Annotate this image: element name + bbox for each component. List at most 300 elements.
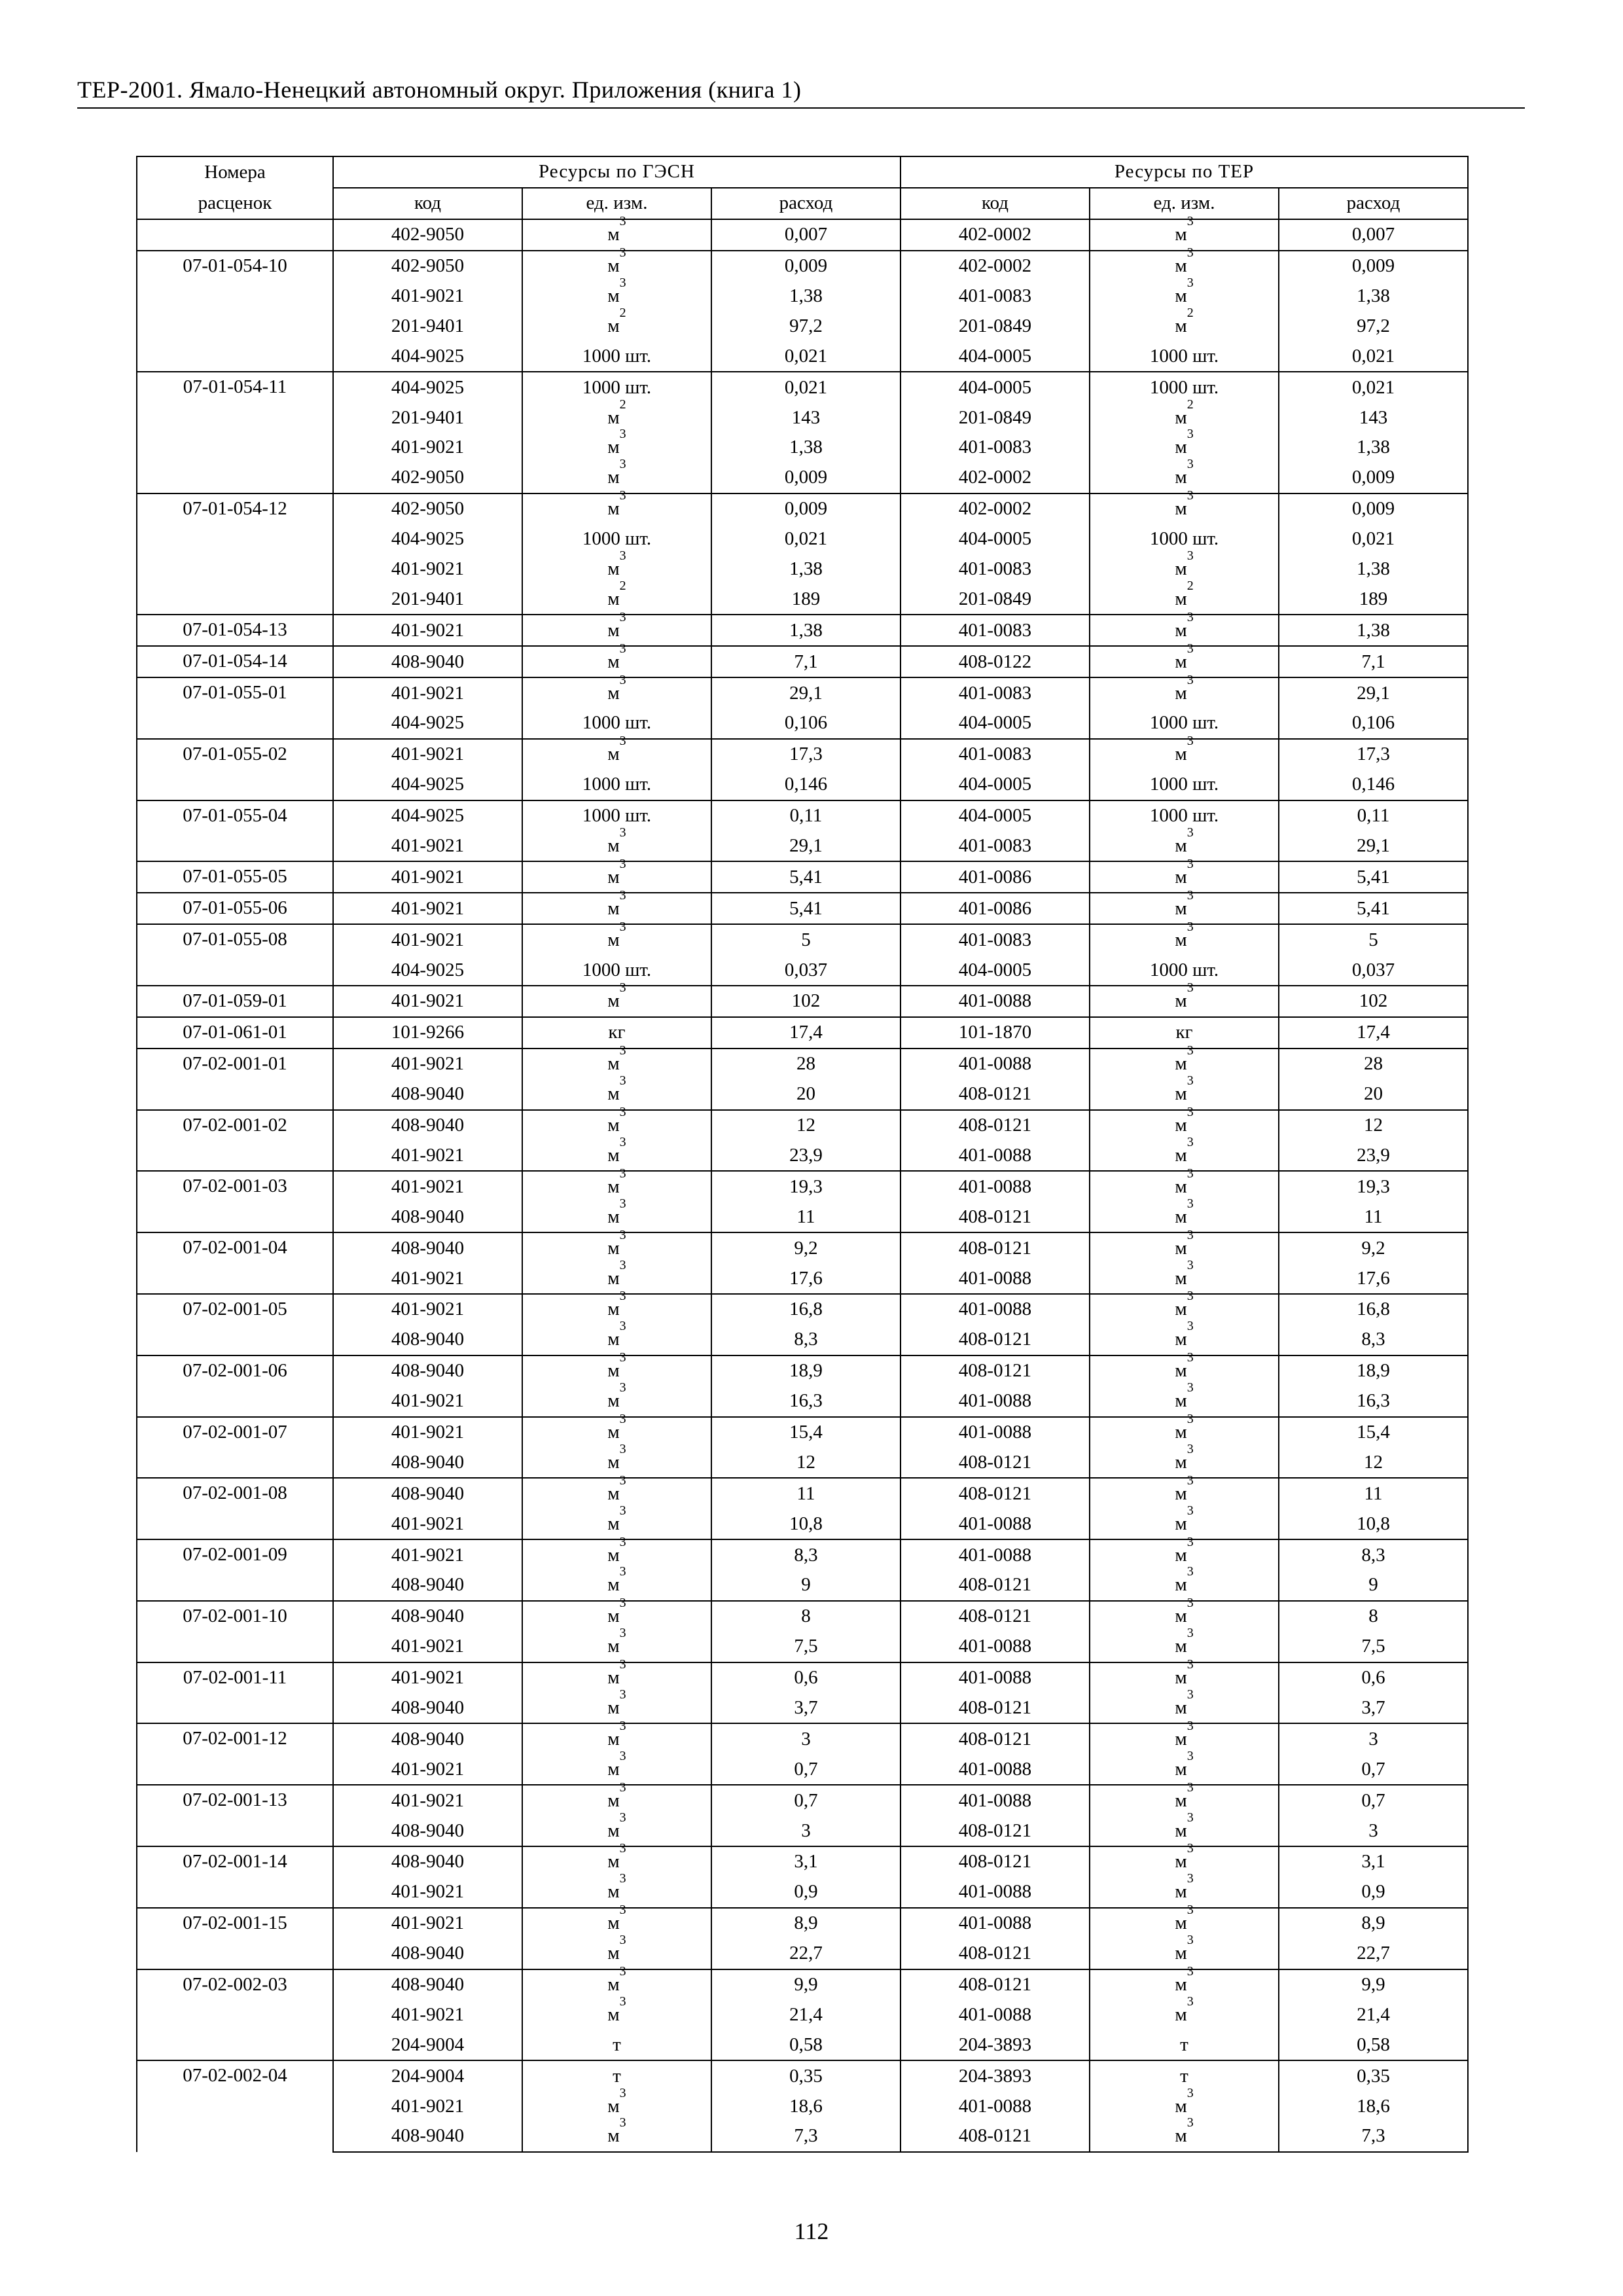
ter-code-cell: 401-0083 [901, 831, 1090, 862]
ter-code-cell: 408-0121 [901, 1232, 1090, 1263]
gesn-unit-header: ед. изм. [522, 188, 711, 219]
gesn-unit-cell: $м^3$ [522, 1877, 711, 1908]
table-row [137, 433, 1468, 463]
ter-code-cell: 401-0088 [901, 1417, 1090, 1448]
ter-unit-cell: $м^3$ [1090, 251, 1279, 281]
gesn-code-cell: 401-9021 [333, 1049, 522, 1079]
gesn-qty-cell: 1,38 [711, 433, 901, 463]
rate-number-cell: 07-01-055-08 [137, 924, 333, 986]
ter-code-cell: 408-0121 [901, 1202, 1090, 1232]
gesn-code-cell: 401-9021 [333, 281, 522, 312]
gesn-unit-cell: кг [522, 1017, 711, 1049]
ter-qty-cell: 10,8 [1279, 1509, 1468, 1539]
gesn-qty-cell: 7,1 [711, 646, 901, 677]
gesn-unit-cell: $м^3$ [522, 1447, 711, 1478]
ter-code-cell: 408-0121 [901, 2121, 1090, 2152]
ter-unit-cell: $м^3$ [1090, 1785, 1279, 1816]
gesn-unit-cell: $м^2$ [522, 311, 711, 341]
ter-qty-cell: 11 [1279, 1478, 1468, 1509]
ter-code-cell: 401-0086 [901, 861, 1090, 893]
gesn-qty-cell: 0,9 [711, 1877, 901, 1908]
rate-number-cell: 07-01-059-01 [137, 986, 333, 1017]
ter-qty-cell: 1,38 [1279, 554, 1468, 584]
rate-number-cell: 07-02-001-02 [137, 1110, 333, 1172]
rate-number-cell: 07-01-055-02 [137, 739, 333, 800]
gesn-code-cell: 402-9050 [333, 251, 522, 281]
gesn-unit-cell: 1000 шт. [522, 770, 711, 800]
gesn-code-cell: 401-9021 [333, 554, 522, 584]
table-row [137, 986, 1468, 1017]
gesn-qty-cell: 0,009 [711, 251, 901, 281]
page-header [77, 76, 1525, 109]
gesn-unit-cell: $м^3$ [522, 1969, 711, 2000]
ter-unit-cell: $м^3$ [1090, 1294, 1279, 1325]
ter-unit-cell: $м^3$ [1090, 1079, 1279, 1110]
ter-unit-cell: $м^3$ [1090, 2091, 1279, 2121]
gesn-unit-cell: $м^3$ [522, 646, 711, 677]
ter-code-cell: 401-0083 [901, 281, 1090, 312]
ter-qty-cell: 3 [1279, 1723, 1468, 1754]
ter-code-cell: 404-0005 [901, 800, 1090, 831]
table-row [137, 831, 1468, 862]
ter-code-cell: 401-0088 [901, 1785, 1090, 1816]
ter-unit-cell: $м^3$ [1090, 1478, 1279, 1509]
ter-unit-cell: $м^3$ [1090, 1263, 1279, 1294]
ter-unit-cell: $м^3$ [1090, 433, 1279, 463]
ter-unit-cell: $м^3$ [1090, 831, 1279, 862]
ter-qty-cell: 1,38 [1279, 433, 1468, 463]
gesn-code-cell: 408-9040 [333, 2121, 522, 2152]
gesn-qty-cell: 12 [711, 1447, 901, 1478]
ter-qty-cell: 0,009 [1279, 251, 1468, 281]
table-row [137, 1693, 1468, 1724]
gesn-qty-cell: 8 [711, 1601, 901, 1632]
gesn-code-cell: 401-9021 [333, 2091, 522, 2121]
gesn-qty-cell: 0,7 [711, 1754, 901, 1785]
gesn-code-cell: 401-9021 [333, 1263, 522, 1294]
ter-qty-cell: 12 [1279, 1447, 1468, 1478]
table-row [137, 2121, 1468, 2152]
ter-code-cell: 401-0083 [901, 433, 1090, 463]
gesn-qty-cell: 8,3 [711, 1539, 901, 1570]
ter-qty-cell: 17,3 [1279, 739, 1468, 770]
gesn-qty-cell: 3,7 [711, 1693, 901, 1724]
gesn-unit-cell: $м^3$ [522, 219, 711, 251]
ter-code-cell: 201-0849 [901, 584, 1090, 615]
gesn-qty-cell: 12 [711, 1110, 901, 1141]
gesn-unit-cell: $м^3$ [522, 1263, 711, 1294]
ter-qty-cell: 9,9 [1279, 1969, 1468, 2000]
gesn-unit-cell: $м^3$ [522, 1478, 711, 1509]
gesn-code-cell: 408-9040 [333, 1202, 522, 1232]
gesn-code-cell: 204-9004 [333, 2060, 522, 2091]
gesn-code-cell: 408-9040 [333, 1816, 522, 1846]
ter-code-cell: 404-0005 [901, 770, 1090, 800]
gesn-qty-cell: 15,4 [711, 1417, 901, 1448]
table-row [137, 1386, 1468, 1417]
gesn-unit-cell: 1000 шт. [522, 372, 711, 403]
ter-code-cell: 402-0002 [901, 219, 1090, 251]
gesn-unit-cell: 1000 шт. [522, 524, 711, 554]
gesn-qty-cell: 8,9 [711, 1908, 901, 1939]
ter-code-cell: 408-0121 [901, 1969, 1090, 2000]
ter-qty-cell: 3 [1279, 1816, 1468, 1846]
ter-unit-cell: $м^3$ [1090, 986, 1279, 1017]
gesn-code-cell: 404-9025 [333, 708, 522, 739]
ter-qty-cell: 8,9 [1279, 1908, 1468, 1939]
ter-resources-header: Ресурсы по ТЕР [901, 156, 1468, 188]
gesn-qty-cell: 20 [711, 1079, 901, 1110]
ter-unit-cell: $м^3$ [1090, 1816, 1279, 1846]
ter-qty-cell: 0,009 [1279, 493, 1468, 524]
gesn-code-cell: 404-9025 [333, 341, 522, 372]
table-row [137, 708, 1468, 739]
resource-table-container [136, 156, 1467, 2153]
gesn-qty-cell: 17,6 [711, 1263, 901, 1294]
page-number: 112 [794, 2218, 829, 2244]
ter-qty-cell: 18,9 [1279, 1355, 1468, 1386]
table-row [137, 1632, 1468, 1662]
rate-number-cell: 07-02-001-10 [137, 1601, 333, 1662]
ter-qty-cell: 8,3 [1279, 1539, 1468, 1570]
ter-unit-cell: т [1090, 2030, 1279, 2060]
ter-qty-cell: 9 [1279, 1570, 1468, 1601]
ter-code-cell: 408-0121 [901, 1939, 1090, 1969]
ter-qty-cell: 102 [1279, 986, 1468, 1017]
gesn-code-cell: 401-9021 [333, 1386, 522, 1417]
gesn-unit-cell: $м^2$ [522, 584, 711, 615]
ter-code-cell: 401-0083 [901, 615, 1090, 646]
ter-code-cell: 408-0121 [901, 1110, 1090, 1141]
gesn-qty-cell: 29,1 [711, 831, 901, 862]
ter-qty-cell: 5 [1279, 924, 1468, 955]
ter-qty-cell: 7,3 [1279, 2121, 1468, 2152]
gesn-qty-cell: 1,38 [711, 281, 901, 312]
gesn-unit-cell: $м^3$ [522, 1049, 711, 1079]
rate-number-cell [137, 219, 333, 251]
ter-unit-cell: $м^3$ [1090, 1539, 1279, 1570]
table-row [137, 1478, 1468, 1509]
table-row [137, 1355, 1468, 1386]
ter-unit-cell: $м^3$ [1090, 1141, 1279, 1172]
ter-unit-cell: $м^3$ [1090, 615, 1279, 646]
table-row [137, 1263, 1468, 1294]
ter-qty-cell: 0,146 [1279, 770, 1468, 800]
rate-number-cell: 07-02-001-13 [137, 1785, 333, 1846]
table-row [137, 1785, 1468, 1816]
table-row [137, 372, 1468, 403]
gesn-code-cell: 401-9021 [333, 615, 522, 646]
ter-code-cell: 401-0088 [901, 1754, 1090, 1785]
table-row [137, 615, 1468, 646]
table-row [137, 677, 1468, 708]
gesn-code-cell: 408-9040 [333, 1693, 522, 1724]
table-row [137, 1079, 1468, 1110]
ter-code-cell: 404-0005 [901, 341, 1090, 372]
ter-unit-cell: $м^3$ [1090, 646, 1279, 677]
gesn-unit-cell: $м^3$ [522, 1509, 711, 1539]
gesn-code-cell: 408-9040 [333, 1325, 522, 1355]
ter-qty-cell: 0,007 [1279, 219, 1468, 251]
gesn-code-cell: 408-9040 [333, 1232, 522, 1263]
gesn-code-cell: 402-9050 [333, 493, 522, 524]
ter-unit-cell: $м^3$ [1090, 1386, 1279, 1417]
table-row [137, 646, 1468, 677]
table-row [137, 1202, 1468, 1232]
ter-code-cell: 408-0121 [901, 1447, 1090, 1478]
rate-number-cell: 07-02-001-08 [137, 1478, 333, 1539]
gesn-qty-cell: 0,009 [711, 463, 901, 493]
gesn-unit-cell: $м^3$ [522, 615, 711, 646]
gesn-unit-cell: $м^3$ [522, 2000, 711, 2030]
gesn-qty-cell: 5,41 [711, 893, 901, 924]
table-row [137, 1969, 1468, 2000]
gesn-qty-cell: 9,2 [711, 1232, 901, 1263]
table-row [137, 1601, 1468, 1632]
ter-code-header: код [901, 188, 1090, 219]
gesn-code-cell: 401-9021 [333, 924, 522, 955]
gesn-qty-cell: 0,009 [711, 493, 901, 524]
ter-code-cell: 402-0002 [901, 493, 1090, 524]
ter-unit-cell: $м^3$ [1090, 493, 1279, 524]
gesn-code-cell: 408-9040 [333, 1601, 522, 1632]
table-row [137, 493, 1468, 524]
ter-unit-cell: $м^3$ [1090, 739, 1279, 770]
gesn-qty-cell: 5,41 [711, 861, 901, 893]
ter-unit-cell: $м^3$ [1090, 1570, 1279, 1601]
ter-unit-cell: $м^2$ [1090, 584, 1279, 615]
gesn-unit-cell: $м^3$ [522, 1141, 711, 1172]
ter-qty-cell: 19,3 [1279, 1171, 1468, 1202]
ter-qty-cell: 28 [1279, 1049, 1468, 1079]
gesn-qty-cell: 0,021 [711, 372, 901, 403]
gesn-code-header: код [333, 188, 522, 219]
ter-unit-cell: $м^3$ [1090, 893, 1279, 924]
table-row [137, 1171, 1468, 1202]
gesn-code-cell: 401-9021 [333, 1662, 522, 1693]
gesn-code-cell: 401-9021 [333, 861, 522, 893]
gesn-code-cell: 201-9401 [333, 311, 522, 341]
gesn-qty-cell: 11 [711, 1202, 901, 1232]
ter-code-cell: 401-0083 [901, 554, 1090, 584]
ter-code-cell: 408-0121 [901, 1601, 1090, 1632]
gesn-qty-cell: 0,6 [711, 1662, 901, 1693]
table-row [137, 554, 1468, 584]
gesn-code-cell: 404-9025 [333, 524, 522, 554]
ter-qty-cell: 0,009 [1279, 463, 1468, 493]
ter-code-cell: 402-0002 [901, 251, 1090, 281]
ter-unit-cell: 1000 шт. [1090, 372, 1279, 403]
ter-qty-cell: 7,1 [1279, 646, 1468, 677]
ter-code-cell: 404-0005 [901, 708, 1090, 739]
table-row [137, 584, 1468, 615]
gesn-code-cell: 404-9025 [333, 800, 522, 831]
gesn-unit-cell: 1000 шт. [522, 800, 711, 831]
table-row [137, 2060, 1468, 2091]
table-row [137, 2000, 1468, 2030]
gesn-qty-cell: 18,9 [711, 1355, 901, 1386]
ter-unit-cell: $м^3$ [1090, 1049, 1279, 1079]
gesn-unit-cell: $м^3$ [522, 1386, 711, 1417]
gesn-code-cell: 401-9021 [333, 1877, 522, 1908]
gesn-code-cell: 401-9021 [333, 433, 522, 463]
ter-qty-cell: 0,7 [1279, 1754, 1468, 1785]
ter-unit-cell: $м^3$ [1090, 924, 1279, 955]
gesn-qty-cell: 5 [711, 924, 901, 955]
table-row [137, 2030, 1468, 2060]
gesn-code-cell: 408-9040 [333, 1570, 522, 1601]
table-row [137, 1509, 1468, 1539]
ter-unit-cell: т [1090, 2060, 1279, 2091]
ter-code-cell: 404-0005 [901, 955, 1090, 986]
rate-number-cell: 07-02-001-15 [137, 1908, 333, 1969]
ter-code-cell: 201-0849 [901, 403, 1090, 433]
ter-code-cell: 408-0121 [901, 1816, 1090, 1846]
ter-unit-cell: 1000 шт. [1090, 800, 1279, 831]
gesn-code-cell: 401-9021 [333, 1754, 522, 1785]
ter-qty-cell: 143 [1279, 403, 1468, 433]
gesn-qty-cell: 3 [711, 1723, 901, 1754]
table-row [137, 1294, 1468, 1325]
gesn-code-cell: 401-9021 [333, 1509, 522, 1539]
gesn-qty-cell: 8,3 [711, 1325, 901, 1355]
gesn-qty-cell: 17,3 [711, 739, 901, 770]
gesn-qty-cell: 3 [711, 1816, 901, 1846]
ter-unit-cell: $м^3$ [1090, 1939, 1279, 1969]
gesn-unit-cell: $м^3$ [522, 1816, 711, 1846]
ter-qty-cell: 29,1 [1279, 677, 1468, 708]
ter-code-cell: 401-0088 [901, 1294, 1090, 1325]
rate-number-cell: 07-01-061-01 [137, 1017, 333, 1049]
ter-qty-cell: 11 [1279, 1202, 1468, 1232]
gesn-qty-cell: 7,3 [711, 2121, 901, 2152]
gesn-unit-cell: т [522, 2060, 711, 2091]
ter-qty-cell: 0,35 [1279, 2060, 1468, 2091]
gesn-unit-cell: $м^3$ [522, 1171, 711, 1202]
ter-qty-cell: 1,38 [1279, 281, 1468, 312]
rate-number-cell: 07-02-001-09 [137, 1539, 333, 1601]
rate-number-cell: 07-02-002-03 [137, 1969, 333, 2061]
ter-qty-cell: 5,41 [1279, 893, 1468, 924]
ter-qty-cell: 16,3 [1279, 1386, 1468, 1417]
gesn-unit-cell: $м^2$ [522, 403, 711, 433]
ter-unit-cell: $м^3$ [1090, 1723, 1279, 1754]
gesn-code-cell: 408-9040 [333, 1478, 522, 1509]
ter-code-cell: 401-0088 [901, 1877, 1090, 1908]
ter-unit-cell: $м^3$ [1090, 554, 1279, 584]
table-row [137, 1141, 1468, 1172]
ter-code-cell: 401-0088 [901, 1539, 1090, 1570]
table-row [137, 311, 1468, 341]
table-row [137, 893, 1468, 924]
ter-code-cell: 401-0083 [901, 739, 1090, 770]
gesn-code-cell: 204-9004 [333, 2030, 522, 2060]
ter-unit-cell: $м^3$ [1090, 1632, 1279, 1662]
gesn-code-cell: 408-9040 [333, 1079, 522, 1110]
gesn-unit-cell: $м^3$ [522, 986, 711, 1017]
ter-unit-cell: $м^3$ [1090, 1232, 1279, 1263]
gesn-code-cell: 401-9021 [333, 1417, 522, 1448]
ter-code-cell: 402-0002 [901, 463, 1090, 493]
gesn-unit-cell: $м^3$ [522, 463, 711, 493]
table-row [137, 1908, 1468, 1939]
gesn-code-cell: 401-9021 [333, 2000, 522, 2030]
ter-code-cell: 401-0088 [901, 2091, 1090, 2121]
ter-qty-cell: 189 [1279, 584, 1468, 615]
ter-unit-header: ед. изм. [1090, 188, 1279, 219]
table-row [137, 1939, 1468, 1969]
table-row [137, 955, 1468, 986]
rate-number-cell: 07-01-055-05 [137, 861, 333, 893]
gesn-qty-cell: 143 [711, 403, 901, 433]
rate-number-cell: 07-01-055-04 [137, 800, 333, 862]
ter-code-cell: 404-0005 [901, 372, 1090, 403]
ter-qty-cell: 20 [1279, 1079, 1468, 1110]
ter-code-cell: 408-0122 [901, 646, 1090, 677]
ter-code-cell: 401-0088 [901, 1908, 1090, 1939]
gesn-unit-cell: $м^3$ [522, 1417, 711, 1448]
ter-code-cell: 408-0121 [901, 1325, 1090, 1355]
table-row [137, 1846, 1468, 1877]
gesn-unit-cell: $м^3$ [522, 1570, 711, 1601]
gesn-qty-cell: 0,58 [711, 2030, 901, 2060]
ter-code-cell: 401-0088 [901, 1662, 1090, 1693]
gesn-unit-cell: $м^3$ [522, 1079, 711, 1110]
ter-unit-cell: 1000 шт. [1090, 341, 1279, 372]
table-row [137, 1110, 1468, 1141]
gesn-unit-cell: $м^3$ [522, 893, 711, 924]
ter-unit-cell: $м^3$ [1090, 1355, 1279, 1386]
gesn-unit-cell: $м^3$ [522, 1785, 711, 1816]
rate-number-cell: 07-02-001-03 [137, 1171, 333, 1232]
resource-table [136, 156, 1469, 2153]
gesn-code-cell: 408-9040 [333, 1447, 522, 1478]
ter-unit-cell: $м^3$ [1090, 463, 1279, 493]
gesn-unit-cell: $м^3$ [522, 677, 711, 708]
gesn-unit-cell: $м^3$ [522, 739, 711, 770]
ter-unit-cell: $м^3$ [1090, 1877, 1279, 1908]
gesn-code-cell: 402-9050 [333, 463, 522, 493]
ter-code-cell: 401-0088 [901, 1263, 1090, 1294]
gesn-unit-cell: $м^3$ [522, 1110, 711, 1141]
table-row [137, 1662, 1468, 1693]
ter-code-cell: 408-0121 [901, 1478, 1090, 1509]
ter-code-cell: 101-1870 [901, 1017, 1090, 1049]
ter-unit-cell: 1000 шт. [1090, 524, 1279, 554]
ter-qty-cell: 8,3 [1279, 1325, 1468, 1355]
gesn-code-cell: 401-9021 [333, 986, 522, 1017]
ter-qty-cell: 0,7 [1279, 1785, 1468, 1816]
ter-code-cell: 401-0088 [901, 1386, 1090, 1417]
gesn-qty-cell: 29,1 [711, 677, 901, 708]
gesn-qty-cell: 0,7 [711, 1785, 901, 1816]
table-row [137, 1570, 1468, 1601]
ter-unit-cell: $м^3$ [1090, 861, 1279, 893]
gesn-unit-cell: $м^3$ [522, 1232, 711, 1263]
ter-code-cell: 401-0088 [901, 1632, 1090, 1662]
gesn-qty-header: расход [711, 188, 901, 219]
gesn-qty-cell: 0,11 [711, 800, 901, 831]
ter-code-cell: 408-0121 [901, 1723, 1090, 1754]
ter-code-cell: 204-3893 [901, 2060, 1090, 2091]
ter-qty-cell: 1,38 [1279, 615, 1468, 646]
gesn-unit-cell: $м^3$ [522, 281, 711, 312]
ter-qty-cell: 0,9 [1279, 1877, 1468, 1908]
gesn-unit-cell: $м^3$ [522, 1355, 711, 1386]
gesn-code-cell: 401-9021 [333, 739, 522, 770]
gesn-unit-cell: $м^3$ [522, 1846, 711, 1877]
ter-qty-cell: 22,7 [1279, 1939, 1468, 1969]
